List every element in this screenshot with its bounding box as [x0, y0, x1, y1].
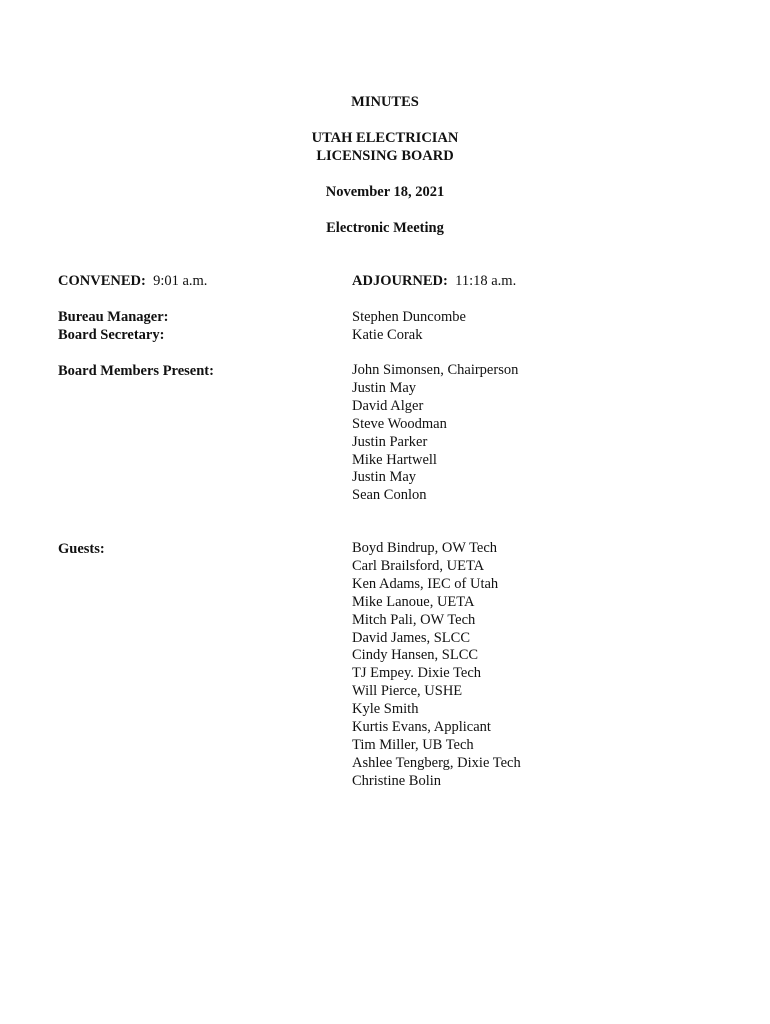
bureau-manager-name: Stephen Duncombe: [352, 309, 466, 325]
adjourned-label: ADJOURNED:: [352, 273, 448, 289]
list-item: Kurtis Evans, Applicant: [352, 719, 491, 736]
meeting-date: November 18, 2021: [325, 184, 445, 200]
adjourned-row: [352, 272, 516, 290]
guests-label: Guests:: [58, 541, 105, 557]
document-title: MINUTES: [351, 94, 419, 110]
board-name: [0, 129, 770, 165]
list-item: Mitch Pali, OW Tech: [352, 611, 476, 628]
list-item: Justin May: [352, 469, 417, 486]
board-secretary-label: Board Secretary:: [58, 327, 165, 343]
convened-label: CONVENED:: [58, 273, 146, 289]
list-item: Ashlee Tengberg, Dixie Tech: [352, 754, 521, 771]
adjourned-value: 11:18 a.m.: [455, 273, 517, 289]
list-item: Ken Adams, IEC of Utah: [352, 575, 499, 592]
list-item: David James, SLCC: [352, 629, 471, 646]
list-item: David Alger: [352, 397, 424, 414]
list-item: Sean Conlon: [352, 487, 427, 504]
list-item: Boyd Bindrup, OW Tech: [352, 540, 498, 556]
guests-list: [352, 540, 521, 791]
bureau-manager-label: Bureau Manager:: [58, 309, 169, 325]
board-name-line1: UTAH ELECTRICIAN: [311, 130, 459, 146]
list-item: Will Pierce, USHE: [352, 683, 463, 700]
list-item: Steve Woodman: [352, 415, 447, 432]
list-item: Mike Lanoue, UETA: [352, 593, 475, 610]
list-item: Tim Miller, UB Tech: [352, 736, 474, 753]
convened-row: [58, 272, 207, 290]
list-item: Kyle Smith: [352, 701, 419, 718]
board-name-line2: LICENSING BOARD: [316, 148, 454, 164]
meeting-type: Electronic Meeting: [326, 220, 444, 236]
convened-value: 9:01 a.m.: [153, 273, 208, 289]
list-item: Cindy Hansen, SLCC: [352, 647, 479, 664]
board-members-list: [352, 362, 518, 505]
list-item: Mike Hartwell: [352, 451, 437, 468]
list-item: Justin May: [352, 379, 417, 396]
list-item: TJ Empey. Dixie Tech: [352, 665, 482, 682]
board-secretary-name: Katie Corak: [352, 327, 423, 343]
list-item: Carl Brailsford, UETA: [352, 557, 485, 574]
board-members-label: Board Members Present:: [58, 363, 214, 379]
list-item: Justin Parker: [352, 433, 428, 450]
list-item: Christine Bolin: [352, 772, 442, 789]
list-item: John Simonsen, Chairperson: [352, 362, 519, 378]
